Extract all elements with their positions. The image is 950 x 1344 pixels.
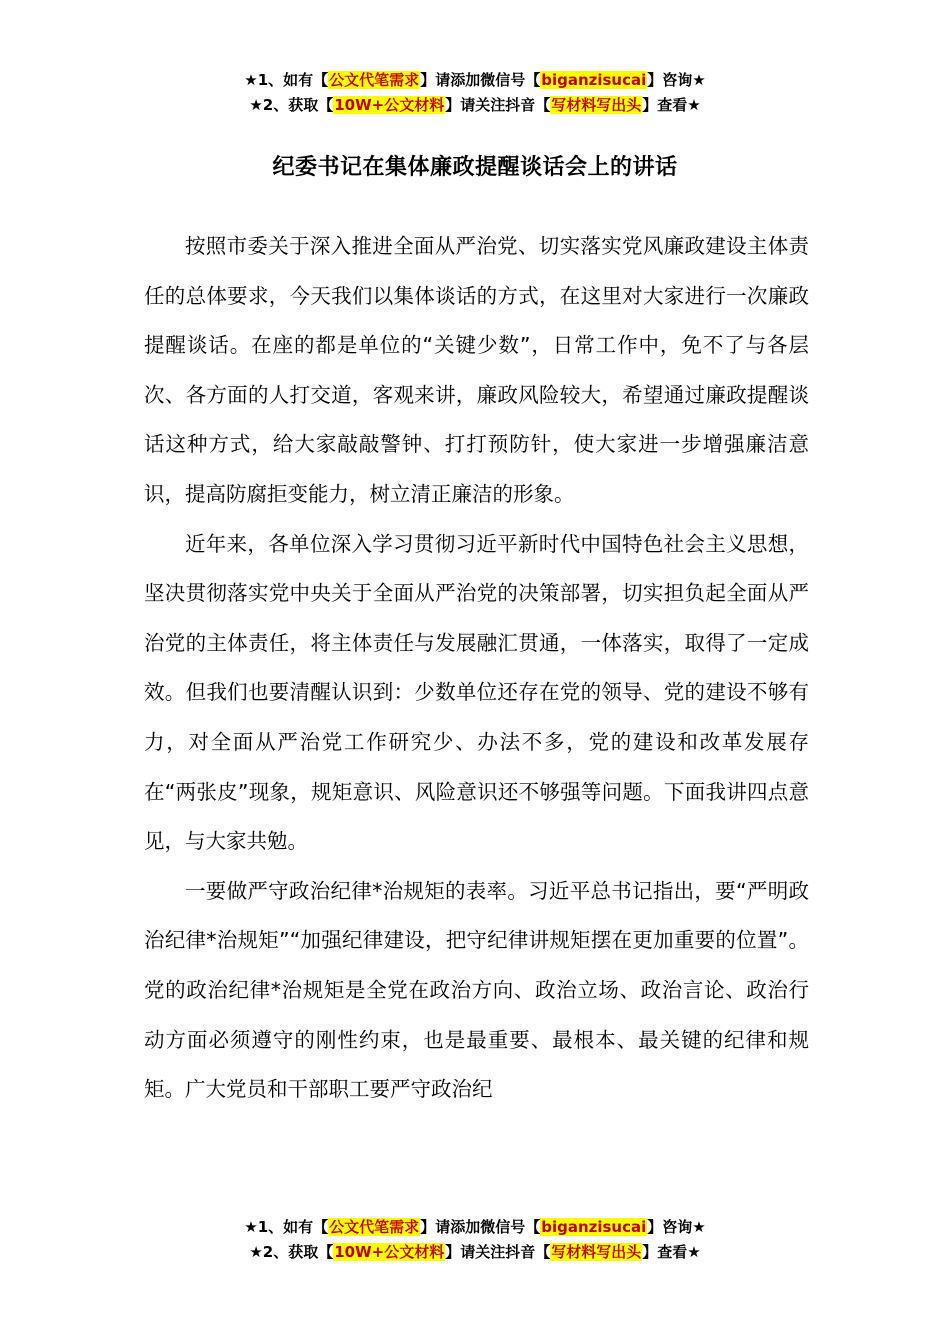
banner-text: ★1、如有【 <box>244 71 329 89</box>
banner-highlight: 10W+公文材料 <box>334 1243 445 1261</box>
banner-text: ★2、获取【 <box>249 96 334 114</box>
banner-line-2 <box>0 1240 950 1265</box>
document-body <box>144 222 809 1115</box>
banner-line-1 <box>0 1215 950 1240</box>
banner-text: ★2、获取【 <box>249 1243 334 1261</box>
banner-text: 】请添加微信号【 <box>420 71 541 89</box>
paragraph: 一要做严守政治纪律*治规矩的表率。习近平总书记指出，要“严明政治纪律*治规矩”“加强纪律建设，把守纪律讲规矩摆在更加重要的位置”。党的政治纪律*治规矩是全党在政治方向、政治立场、政治言论、政治行动方面必须遵守的刚性约束，也是最重要、最根本、最关键的纪律和规矩。广大党员和干部职工要严守政治纪 <box>144 878 809 1102</box>
banner-text: 】查看★ <box>642 1243 701 1261</box>
paragraph: 近年来，各单位深入学习贯彻习近平新时代中国特色社会主义思想，坚决贯彻落实党中央关于全面从严治党的决策部署，切实担负起全面从严治党的主体责任，将主体责任与发展融汇贯通，一体落实，取得了一定成效。但我们也要清醒认识到：少数单位还存在党的领导、党的建设不够有力，对全面从严治党工作研究少、办法不多，党的建设和改革发展存在“两张皮”现象，规矩意识、风险意识还不够强等问题。下面我讲四点意见，与大家共勉。 <box>144 531 809 854</box>
banner-text: 】咨询★ <box>647 71 706 89</box>
paragraph: 按照市委关于深入推进全面从严治党、切实落实党风廉政建设主体责任的总体要求，今天我们以集体谈话的方式，在这里对大家进行一次廉政提醒谈话。在座的都是单位的“关键少数”，日常工作中，免不了与各层次、各方面的人打交道，客观来讲，廉政风险较大，希望通过廉政提醒谈话这种方式，给大家敲敲警钟、打打预防针，使大家进一步增强廉洁意识，提高防腐拒变能力，树立清正廉洁的形象。 <box>144 234 809 506</box>
banner-text: 】请关注抖音【 <box>445 1243 551 1261</box>
banner-highlight: 写材料写出头 <box>551 1243 642 1261</box>
banner-highlight: biganzisucai <box>541 1218 647 1236</box>
header-banner <box>0 68 950 118</box>
banner-text: 】请关注抖音【 <box>445 96 551 114</box>
banner-line-1 <box>0 68 950 93</box>
banner-highlight: 写材料写出头 <box>551 96 642 114</box>
banner-highlight: biganzisucai <box>541 71 647 89</box>
banner-highlight: 10W+公文材料 <box>334 96 445 114</box>
banner-highlight: 公文代笔需求 <box>329 71 420 89</box>
banner-text: 】咨询★ <box>647 1218 706 1236</box>
banner-text: 】请添加微信号【 <box>420 1218 541 1236</box>
banner-text: 】查看★ <box>642 96 701 114</box>
banner-highlight: 公文代笔需求 <box>329 1218 420 1236</box>
banner-text: ★1、如有【 <box>244 1218 329 1236</box>
banner-line-2 <box>0 93 950 118</box>
footer-banner <box>0 1215 950 1265</box>
document-title: 纪委书记在集体廉政提醒谈话会上的讲话 <box>272 155 678 180</box>
